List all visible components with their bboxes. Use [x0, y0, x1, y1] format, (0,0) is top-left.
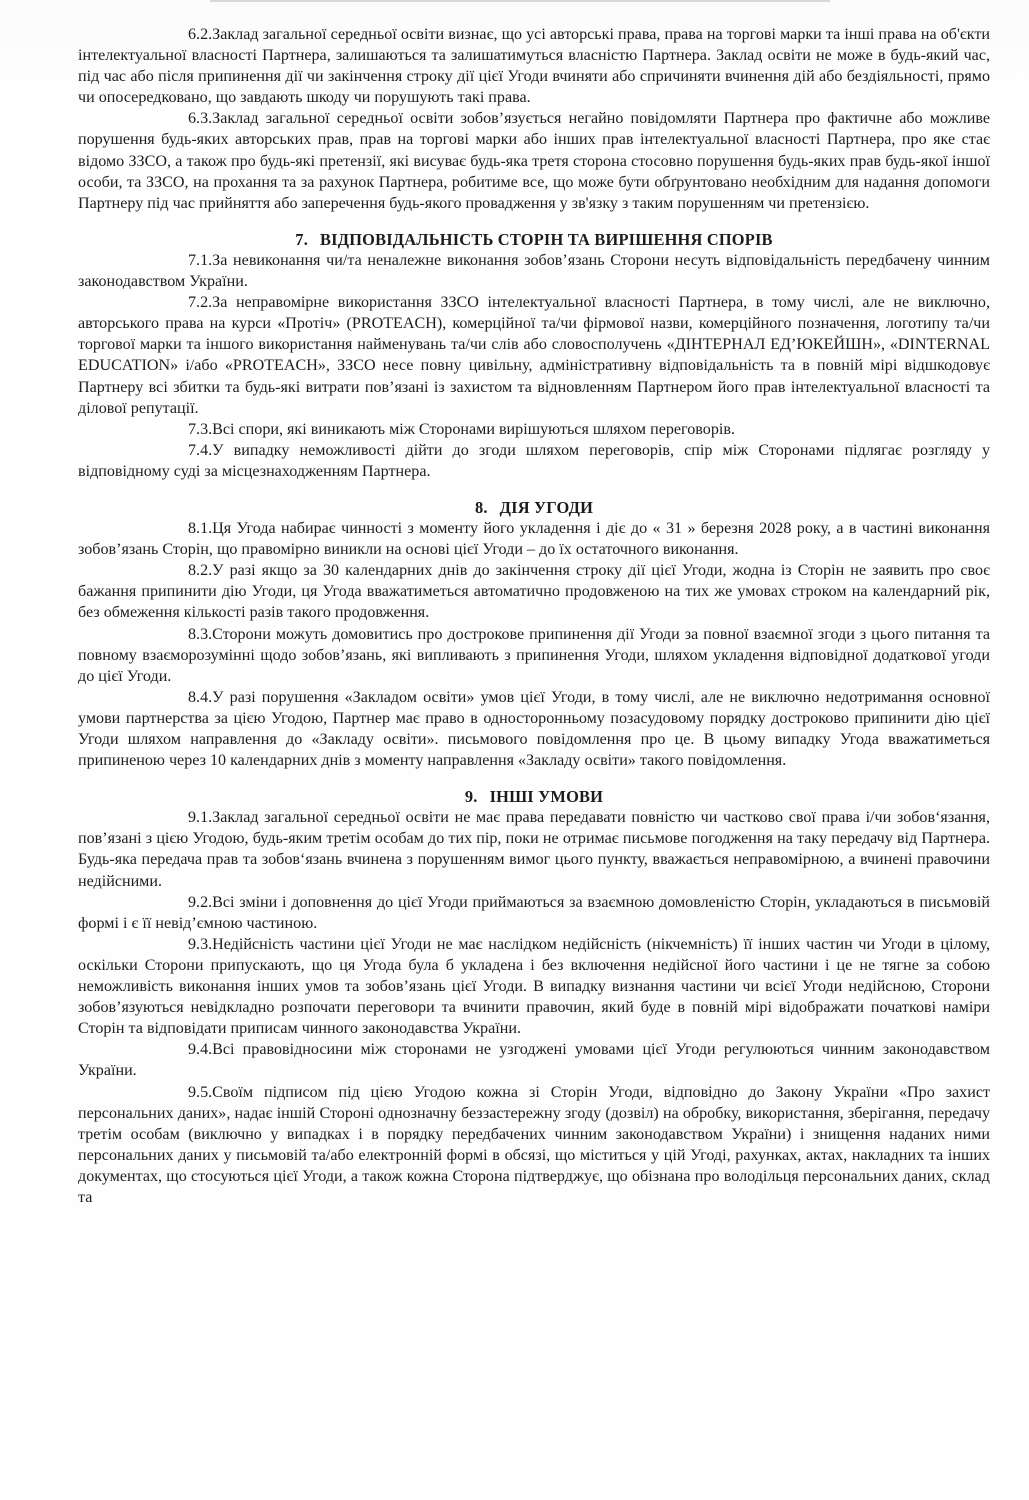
clause-7-4: 7.4.У випадку неможливості дійти до згоди шляхом переговорів, спір між Сторонами підлягає розгляду у відповідному суді за місцезнаходженням Партнера. [78, 441, 990, 480]
document-body [78, 24, 990, 1208]
clause-9-2: 9.2.Всі зміни і доповнення до цієї Угоди приймаються за взаємною домовленістю Сторін, укладаються в письмовій формі і є її невід’ємною частиною. [78, 893, 990, 932]
section-7-heading: 7. ВІДПОВІДАЛЬНІСТЬ СТОРІН ТА ВИРІШЕННЯ СПОРІВ [295, 229, 773, 249]
clause-8-4: 8.4.У разі порушення «Закладом освіти» умов цієї Угоди, в тому числі, але не виключно недотримання основної умови партнерства за цією Угодою, Партнер має право в односторонньому позасудовому порядку достроково припинити дію цієї Угоди шляхом направлення до «Закладу освіти». письмового повідомлення про це. В цьому випадку Угода вважатиметься припиненою через 10 календарних днів з моменту направлення «Закладу освіти» такого повідомлення. [78, 688, 990, 770]
section-gap [78, 771, 990, 786]
clause-8-3: 8.3.Сторони можуть домовитись про дострокове припинення дії Угоди за повної взаємної згоди з цього питання та повному взаєморозумінні щодо зобов’язань, які випливають з припинення Угоди, шляхом укладення відповідної додаткової угоди до цієї Угоди. [78, 625, 990, 685]
section-gap [78, 482, 990, 497]
clause-9-5: 9.5.Своїм підписом під цією Угодою кожна зі Сторін Угоди, відповідно до Закону України «Про захист персональних даних», надає іншій Стороні однозначну беззастережну згоду (дозвіл) на обробку, використання, зберігання, передачу третім особам (виключно у випадках і в порядку передбачених чинним законодавством України) і знищення наданих ними персональних даних у письмовій та/або електронній формі в обсязі, що міститься у цій Угоді, рахунках, актах, накладних та інших документах, що стосуються цієї Угоди, а також кожна Сторона підтверджує, що обізнана про володільця персональних даних, склад та [78, 1083, 990, 1206]
clause-6-3: 6.3.Заклад загальної середньої освіти зобов’язується негайно повідомляти Партнера про фактичне або можливе порушення будь-яких авторських прав, прав на торгові марки або інших прав інтелектуальної власності Партнера, про яке стає відомо ЗЗСО, а також про будь-які претензії, які висуває будь-яка третя сторона стосовно порушення будь-яких прав будь-якої іншої особи, та ЗЗСО, на прохання та за рахунок Партнера, робитиме все, що може бути обґрунтовано необхідним для надання допомоги Партнеру під час прийняття або заперечення будь-якого провадження у зв'язку з таким порушенням чи претензією. [78, 110, 990, 212]
clause-7-1: 7.1.За невиконання чи/та неналежне виконання зобов’язань Сторони несуть відповідальність передбачену чинним законодавством України. [78, 251, 990, 291]
clause-8-2: 8.2.У разі якщо за 30 календарних днів до закінчення строку дії цієї Угоди, жодна із Сторін не заявить про своє бажання припинити дію Угоди, ця Угода вважатиметься автоматично продовженою на тих же умовах строком на календарний рік, без обмеження кількості разів такого продовження. [78, 562, 990, 622]
clause-7-2: 7.2.За неправомірне використання ЗЗСО інтелектуальної власності Партнера, в тому числі, але не виключно, авторського права на курси «Протіч» (PROTEACH), комерційної та/чи фірмової назви, комерційного позначення, логотипу та/чи торгової марки та іншого використання найменувань та/чи слів або словосполучень «ДІНТЕРНАЛ ЕД’ЮКЕЙШН», «DINTERNAL EDUCATION» і/або «PROTEACH», ЗЗСО несе повну цивільну, адміністративну відповідальність та в повній мірі відшкодовує Партнеру всі збитки та будь-які витрати пов’язані із захистом та відновленням Партнером його прав інтелектуальної власності та ділової репутації. [78, 294, 990, 417]
page-top-edge [210, 0, 830, 2]
clause-9-1: 9.1.Заклад загальної середньої освіти не має права передавати повністю чи частково свої права і/чи зобов‘язання, пов’язані з цією Угодою, будь-яким третім особам до тих пір, поки не отримає письмове погодження на таку передачу від Партнера. Будь-яка передача прав та зобов‘язань вчинена з порушенням вимог цього пункту, вважається неправомірною, а вчинені правочини недійсними. [78, 809, 990, 890]
clause-9-4: 9.4.Всі правовідносини між сторонами не узгоджені умовами цієї Угоди регулюються чинним законодавством України. [78, 1041, 990, 1080]
clause-8-1: 8.1.Ця Угода набирає чинності з моменту його укладення і діє до « 31 » березня 2028 року, а в частині виконання зобов’язань Сторін, що правомірно виникли на основі цієї Угоди – до їх остаточного виконання. [78, 520, 990, 559]
section-8-heading: 8. ДІЯ УГОДИ [474, 497, 594, 517]
section-gap [78, 214, 990, 229]
clause-9-3: 9.3.Недійсність частини цієї Угоди не має наслідком недійсність (нікчемність) її інших частин чи Угоди в цілому, оскільки Сторони припускають, що ця Угода була б укладена і без включення недійсної його частини і це не тягне за собою неможливість виконання інших умов та зобов’язань цієї Угоди. В випадку визнання частини чи всієї Угоди недійсною, Сторони зобов’язуються невідкладно розпочати переговори та вчинити правочин, який буде в повній мірі відображати початкові наміри Сторін та відповідати приписам чинного законодавства України. [78, 935, 990, 1038]
section-9-heading: 9. ІНШІ УМОВИ [464, 787, 604, 807]
clause-7-3: 7.3.Всі спори, які виникають між Сторонами вирішуються шляхом переговорів. [188, 420, 735, 438]
clause-6-2: 6.2.Заклад загальної середньої освіти визнає, що усі авторські права, права на торгові марки та інші права на об'єкти інтелектуальної власності Партнера, залишаються та залишатимуться власністю Партнера. Заклад освіти не може в будь-який час, під час або після припинення дії чи закінчення строку дії цієї Угоди вчиняти або спричиняти вчинення дій або бездіяльності, прямо чи опосередковано, що завдають шкоду чи порушують такі права. [78, 26, 990, 107]
